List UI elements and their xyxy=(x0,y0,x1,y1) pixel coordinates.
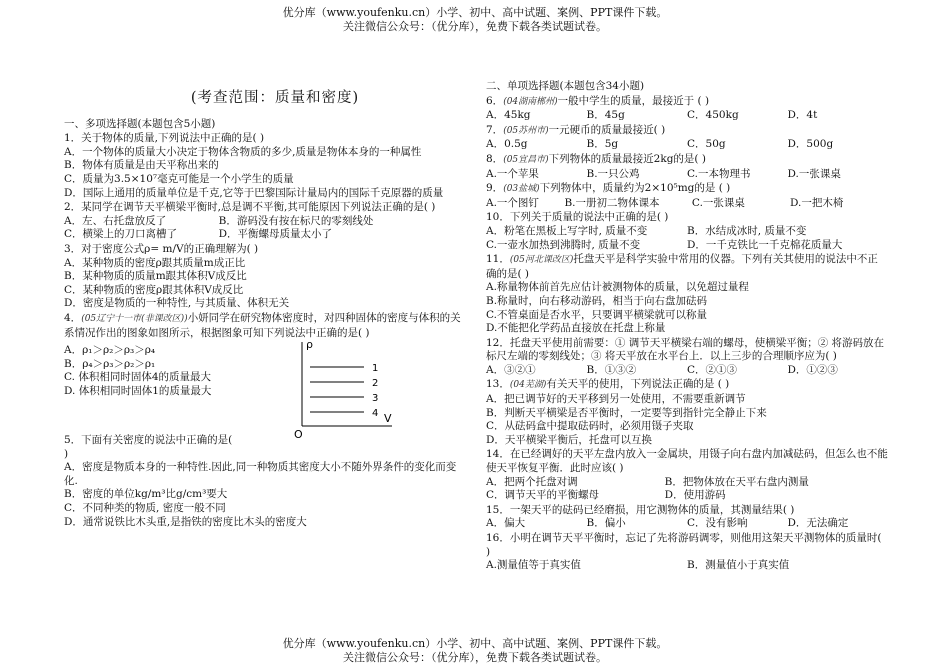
question-text: 一元硬币的质量最接近( ) xyxy=(548,123,666,136)
question-text: 下列物体中，质量约为2×10⁵mg的是 ( ) xyxy=(539,182,731,195)
option-a: A．把已调节好的天平移到另一处使用，不需要重新调节 xyxy=(486,393,746,406)
question-stem: 5．下面有关密度的说法中正确的是( xyxy=(64,434,233,447)
question-stem: 3．对于密度公式ρ= m/V的正确理解为( ) xyxy=(64,242,259,255)
header-line-1: 优分库（www.youfenku.cn）小学、初中、高中试题、案例、PPT课件下载。 xyxy=(282,6,668,19)
option-d: D．平衡螺母质量太小了 xyxy=(218,228,333,241)
question-stem-continued: ) xyxy=(64,447,69,460)
option-b: B．ρ₄＞ρ₃＞ρ₂＞ρ₁ xyxy=(64,357,156,370)
question-7 xyxy=(486,124,888,152)
footer-line-1: 优分库（www.youfenku.cn）小学、初中、高中试题、案例、PPT课件下载。 xyxy=(282,637,668,650)
question-number: 7． xyxy=(486,123,504,136)
question-8 xyxy=(486,153,888,181)
question-source: (05苏州市) xyxy=(503,125,549,136)
option-b: B．45g xyxy=(586,109,625,122)
question-number: 8． xyxy=(486,152,504,165)
option-d: D.一张课桌 xyxy=(787,167,841,180)
question-source: (03盐城) xyxy=(503,184,540,195)
line-2-label: 2 xyxy=(372,378,379,390)
option-b: B．把物体放在天平右盘内测量 xyxy=(664,475,809,488)
question-text: 托盘天平是科学实验中常用的仪器。下列有关其使用的说法中不正确的是( ) xyxy=(486,253,878,280)
option-a: A．0.5g xyxy=(486,138,528,151)
question-number: 9． xyxy=(486,182,504,195)
page-title: (考查范围：质量和密度) xyxy=(190,90,360,106)
question-12 xyxy=(486,337,888,378)
left-column xyxy=(64,86,466,529)
question-number: 4． xyxy=(64,311,82,324)
y-axis-label: ρ xyxy=(306,338,313,352)
option-c: C.一壶水加热到沸腾时, 质量不变 xyxy=(486,238,641,251)
option-a: A．偏大 xyxy=(486,517,526,530)
option-d: D．通常说铁比木头重,是指铁的密度比木头的密度大 xyxy=(64,515,307,528)
header-line-2: 关注微信公众号：（优分库），免费下载各类试题试卷。 xyxy=(343,20,607,33)
option-c: C．横梁上的刀口离槽了 xyxy=(64,228,178,241)
line-4-label: 4 xyxy=(372,408,379,420)
option-c: C．某种物质的密度ρ跟其体积V成反比 xyxy=(64,283,244,296)
option-b: B．偏小 xyxy=(586,517,626,530)
option-c: C．质量为3.5×10⁷毫克可能是一个小学生的质量 xyxy=(64,172,294,185)
question-stem: 14．在已经调好的天平左盘内放入一金属块，用镊子向右盘内加减砝码，但怎么也不能使天平恢复平衡．此时应该( ) xyxy=(486,448,888,475)
option-a: A．粉笔在黑板上写字时, 质量不变 xyxy=(486,224,648,237)
option-c: C．不同种类的物质, 密度一般不同 xyxy=(64,502,226,515)
option-b: B．判断天平横梁是否平衡时，一定要等到指针完全静止下来 xyxy=(486,406,767,419)
question-stem xyxy=(64,312,466,340)
option-a: A.测量值等于真实值 xyxy=(486,559,581,572)
option-c: C. 体积相同时固体4的质量最大 xyxy=(64,371,212,384)
option-c: C．②①③ xyxy=(687,363,738,376)
option-b: B.称量时，向右移动游码，相当于向右盘加砝码 xyxy=(486,294,708,307)
question-stem: 15．一架天平的砝码已经磨损，用它测物体的质量，其测量结果( ) xyxy=(486,503,795,516)
question-stem: 16．小明在调节天平平衡时，忘记了先将游码调零，则他用这架天平测物体的质量时( ) xyxy=(486,532,882,558)
option-b: B．密度的单位kg/m³比g/cm³要大 xyxy=(64,488,228,501)
option-b: B．测量值小于真实值 xyxy=(687,559,790,572)
option-a: A.一个图钉 xyxy=(486,196,539,209)
question-source: (05辽宁十一市(非课改区)) xyxy=(81,313,188,324)
option-b: B.一只公鸡 xyxy=(586,167,640,180)
question-source: (05宜昌市) xyxy=(503,154,549,165)
option-d: D．无法确定 xyxy=(787,517,849,530)
option-a: A．某种物质的密度ρ跟其质量m成正比 xyxy=(64,256,246,269)
line-1-label: 1 xyxy=(372,363,379,375)
multi-choice-section-heading: 一、多项选择题(本题包含5小题) xyxy=(64,117,216,130)
option-c: C．50g xyxy=(687,138,726,151)
option-c: C.一张课桌 xyxy=(691,196,745,209)
question-1 xyxy=(64,132,466,200)
question-6 xyxy=(486,95,888,123)
option-a: A．把两个托盘对调 xyxy=(486,475,578,488)
option-b: B．5g xyxy=(586,138,619,151)
option-b: B．游码没有按在标尺的零刻线处 xyxy=(218,214,374,227)
option-c: C．450kg xyxy=(687,109,739,122)
question-9 xyxy=(486,182,888,210)
option-a: A．③②① xyxy=(486,363,536,376)
question-text: 有关天平的使用，下列说法正确的是 ( ) xyxy=(546,378,730,391)
option-d: D．密度是物质的一种特性, 与其质量、体积无关 xyxy=(64,297,290,310)
question-number: 11． xyxy=(486,253,510,266)
question-15 xyxy=(486,504,888,531)
question-source: (05河北课改区) xyxy=(509,255,574,266)
question-source: (04湖南郴州) xyxy=(503,96,558,107)
question-16 xyxy=(486,532,888,573)
question-text: 下列物体的质量最接近2kg的是( ) xyxy=(548,152,706,165)
option-b: B．①③② xyxy=(586,363,637,376)
question-5 xyxy=(64,434,466,529)
question-13 xyxy=(486,378,888,447)
option-d: D．一千克铁比一千克棉花质量大 xyxy=(687,238,843,251)
question-11 xyxy=(486,253,888,336)
question-text: 一般中学生的质量，最接近于 ( ) xyxy=(557,94,710,107)
x-axis-label: V xyxy=(384,412,392,426)
option-c: C.一本物理书 xyxy=(687,167,751,180)
footer-line-2: 关注微信公众号：（优分库），免费下载各类试题试卷。 xyxy=(343,651,607,664)
option-c: C．没有影响 xyxy=(687,517,748,530)
option-d: D．500g xyxy=(787,138,834,151)
question-2 xyxy=(64,201,466,242)
option-a: A．一个物体的质量大小决定于物体含物质的多少,质量是物体本身的一种属性 xyxy=(64,145,422,158)
option-a: A．密度是物质本身的一种特性.因此,同一种物质其密度大小不随外界条件的变化而变化. xyxy=(64,461,457,487)
question-stem: 1．关于物体的质量,下列说法中正确的是( ) xyxy=(64,132,265,145)
option-a: A.一个苹果 xyxy=(486,167,539,180)
option-b: B.一册初二物体课本 xyxy=(564,196,660,209)
option-d: D．使用游码 xyxy=(664,489,726,502)
density-volume-graph xyxy=(292,334,402,442)
option-d: D.不能把化学药品直接放在托盘上称量 xyxy=(486,322,666,335)
right-column xyxy=(486,80,888,573)
option-a: A．左、右托盘放反了 xyxy=(64,214,167,227)
option-d: D．4t xyxy=(787,109,818,122)
option-a: A.称量物体前首先应估计被测物体的质量，以免超过量程 xyxy=(486,281,749,294)
question-stem: 10．下列关于质量的说法中正确的是( ) xyxy=(486,211,669,224)
line-3-label: 3 xyxy=(372,393,379,405)
option-c: C.不管桌面是否水平，只要调平横梁就可以称量 xyxy=(486,308,707,321)
question-10 xyxy=(486,211,888,252)
question-3 xyxy=(64,243,466,311)
option-a: A．ρ₁＞ρ₂＞ρ₃＞ρ₄ xyxy=(64,344,156,357)
question-stem: 12．托盘天平使用前需要：① 调节天平横梁右端的螺母，使横梁平衡；② 将游码放在标尺左端的零刻线处；③ 将天平放在水平台上．以上三步的合理顺序应为( ) xyxy=(486,336,885,363)
option-d: D.一把木椅 xyxy=(789,196,844,209)
origin-label: O xyxy=(294,428,303,442)
option-d: D．天平横梁平衡后，托盘可以互换 xyxy=(486,433,652,446)
option-d: D. 体积相同时固体1的质量最大 xyxy=(64,384,212,397)
question-number: 13． xyxy=(486,378,510,391)
option-b: B．物体有质量是由天平称出来的 xyxy=(64,159,219,172)
question-stem: 2．某同学在调节天平横梁平衡时,总是调不平衡,其可能原因下列说法正确的是( ) xyxy=(64,201,436,214)
question-14 xyxy=(486,448,888,502)
option-c: C．调节天平的平衡螺母 xyxy=(486,489,600,502)
question-source: (04芜湖) xyxy=(509,380,547,391)
option-b: B．水结成冰时, 质量不变 xyxy=(687,224,807,237)
option-b: B．某种物质的质量m跟其体积V成反比 xyxy=(64,270,247,283)
option-a: A．45kg xyxy=(486,109,531,122)
question-text: 小妍同学在研究物体密度时，对四种固体的密度与体积的关系情况作出的图象如图所示，根据图象可知下列说法中正确的是( ) xyxy=(64,311,461,339)
option-d: D．国际上通用的质量单位是千克,它等于巴黎国际计量局内的国际千克原器的质量 xyxy=(64,186,444,199)
option-d: D．①②③ xyxy=(787,363,838,376)
question-number: 6． xyxy=(486,94,504,107)
option-c: C．从砝码盒中提取砝码时，必须用镊子夹取 xyxy=(486,420,694,433)
single-choice-section-heading: 二、单项选择题(本题包含34小题) xyxy=(486,80,645,92)
